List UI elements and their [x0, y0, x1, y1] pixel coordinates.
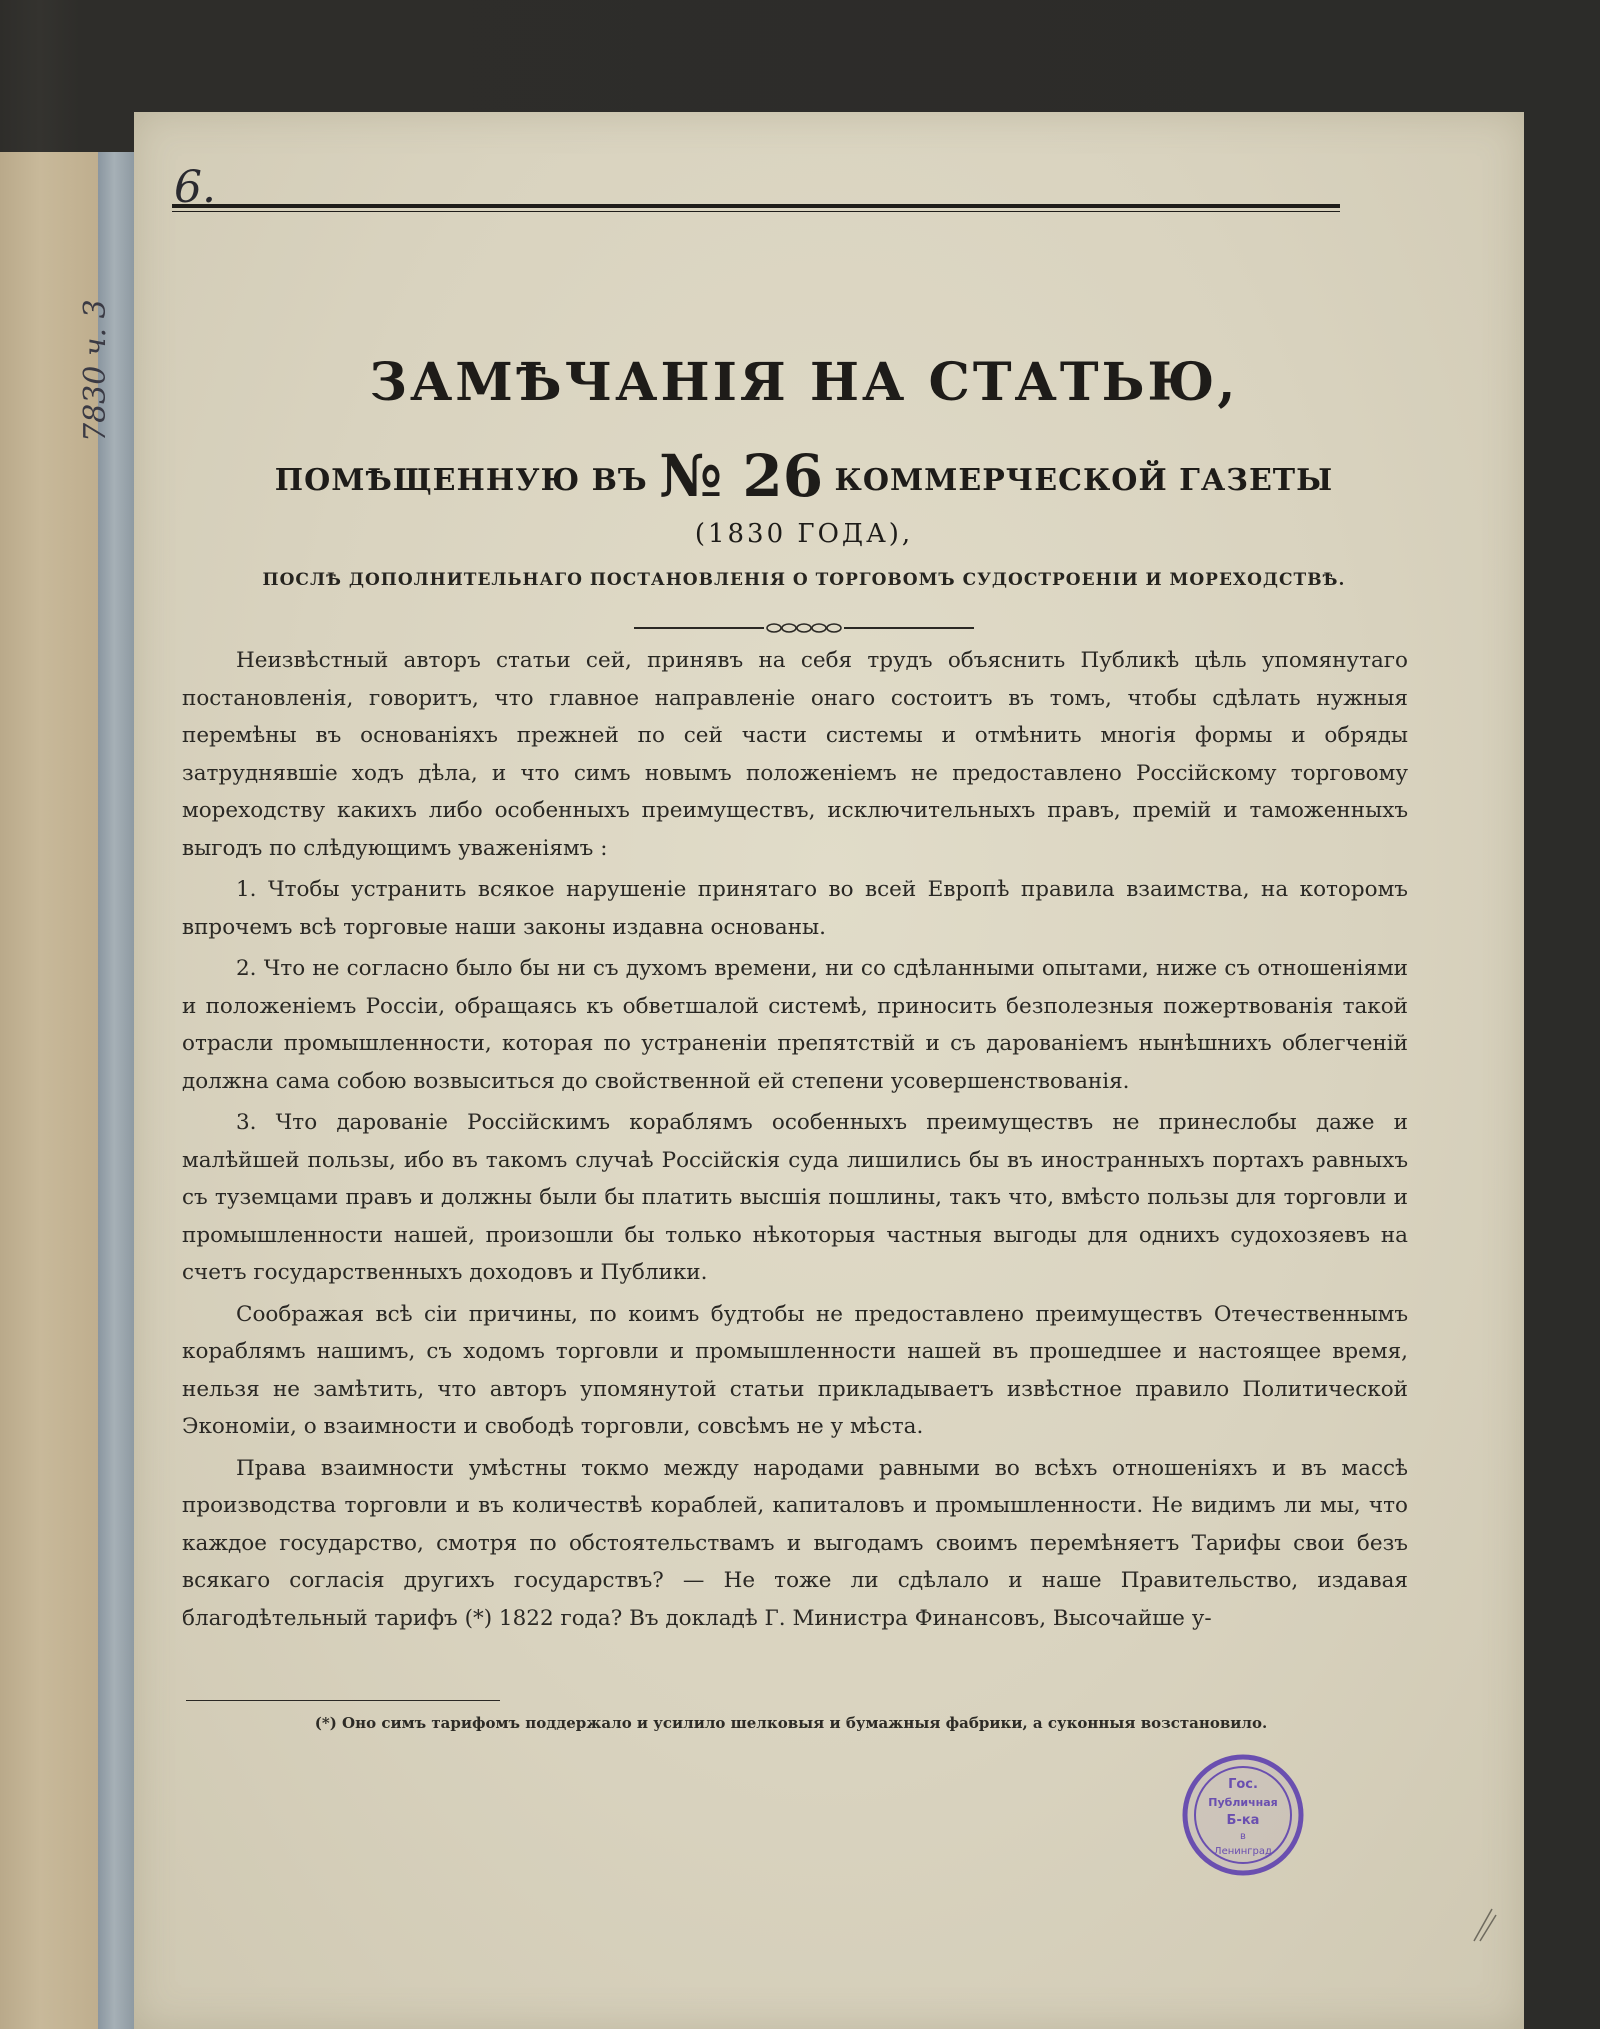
- paragraph-point-1: 1. Чтобы устранить всякое нарушеніе принятаго во всей Европѣ правила взаимства, на которомъ впрочемъ всѣ торговые наши законы издавна основаны.: [182, 877, 1408, 940]
- margin-handwritten-note: 6.: [174, 162, 216, 213]
- subtitle-after: КОММЕРЧЕСКОЙ ГАЗЕТЫ: [834, 463, 1334, 498]
- document-subtitle: [134, 442, 1474, 510]
- footnote-rule: [186, 1700, 500, 1701]
- subtitle-before: ПОМѢЩЕННУЮ ВЪ: [274, 463, 648, 498]
- stamp-line-2: Публичная: [1208, 1796, 1278, 1809]
- document-year: (1830 ГОДА),: [694, 519, 914, 549]
- paragraph-point-3: 3. Что дарованіе Россійскимъ кораблямъ особенныхъ преимуществъ не принеслобы даже и малѣйшей пользы, ибо въ такомъ случаѣ Россійскія суда лишились бы въ иностранныхъ портахъ равныхъ съ туземцами правъ и должны были бы платить высшія пошлины, такъ что, вмѣсто пользы для торговли и промышленности нашей, произошли бы только нѣкоторыя частныя выгоды для однихъ судохозяевъ на счетъ государственныхъ доходовъ и Публики.: [182, 1110, 1408, 1285]
- issue-number: № 26: [659, 442, 824, 510]
- header-double-rule: [172, 204, 1340, 212]
- paragraph-intro: Неизвѣстный авторъ статьи сей, принявъ на себя трудъ объяснить Публикѣ цѣль упомянутаго постановленія, говоритъ, что главное направленіе онаго состоитъ въ томъ, чтобы сдѣлать нужныя перемѣны въ основаніяхъ прежней по сей части системы и отмѣнить многія формы и обряды затруднявшіе ходъ дѣла, и что симъ новымъ положеніемъ не предоставлено Россійскому торговому мореходству какихъ либо особенныхъ преимуществъ, исключительныхъ правъ, премій и таможенныхъ выгодъ по слѣдующимъ уваженіямъ :: [182, 648, 1408, 861]
- paragraph-point-2: 2. Что не согласно было бы ни съ духомъ времени, ни со сдѣланными опытами, ниже съ отношеніями и положеніемъ Россіи, обращаясь къ обветшалой системѣ, приносить безполезныя пожертвованія такой отрасли промышленности, которая по устраненіи препятствій и съ дарованіемъ нынѣшнихъ облегченій должна сама собою возвыситься до свойственной ей степени усовершенствованія.: [182, 956, 1408, 1094]
- stamp-line-1: Гос.: [1228, 1777, 1258, 1792]
- document-page: [78, 112, 1524, 2029]
- ornament-divider: [634, 618, 974, 638]
- paragraph-reciprocity: Права взаимности умѣстны токмо между народами равными во всѣхъ отношеніяхъ и въ массѣ производства торговли и въ количествѣ кораблей, капиталовъ и промышленности. Не видимъ ли мы, что каждое государство, смотря по обстоятельствамъ и выгодамъ своимъ перемѣняетъ Тарифы свои безъ всякаго согласія другихъ государствъ? — Не тоже ли сдѣлало и наше Правительство, издавая благодѣтельный тарифъ (*) 1822 года? Въ докладѣ Г. Министра Финансовъ, Высочайше у-: [182, 1455, 1408, 1631]
- stamp-line-5: Ленинград: [1214, 1846, 1272, 1857]
- corner-pencil-mark: [1470, 1905, 1498, 1945]
- document-title: ЗАМѢЧАНІЯ НА СТАТЬЮ,: [369, 352, 1239, 413]
- footnote: (*) Оно симъ тарифомъ поддержало и усилило шелковыя и бумажныя фабрики, а суконныя возстановило.: [314, 1714, 1268, 1732]
- document-context-line: ПОСЛѢ ДОПОЛНИТЕЛЬНАГО ПОСТАНОВЛЕНІЯ О ТОРГОВОМЪ СУДОСТРОЕНІИ И МОРЕХОДСТВѢ.: [262, 570, 1346, 590]
- library-stamp: [1180, 1752, 1306, 1878]
- stamp-line-3: Б-ка: [1226, 1813, 1260, 1828]
- paragraph-reasoning: Соображая всѣ сіи причины, по коимъ будтобы не предоставлено преимуществъ Отечественнымъ кораблямъ нашимъ, съ ходомъ торговли и промышленности нашей въ прошедшее и настоящее время, нельзя не замѣтить, что авторъ упомянутой статьи прикладываетъ извѣстное правило Политической Экономіи, о взаимности и свободѣ торговли, совсѣмъ не у мѣста.: [182, 1301, 1408, 1439]
- stamp-line-4: в: [1240, 1831, 1246, 1842]
- document-body: [182, 642, 1408, 1637]
- side-handwritten-note: 7830 ч. 3: [78, 299, 113, 442]
